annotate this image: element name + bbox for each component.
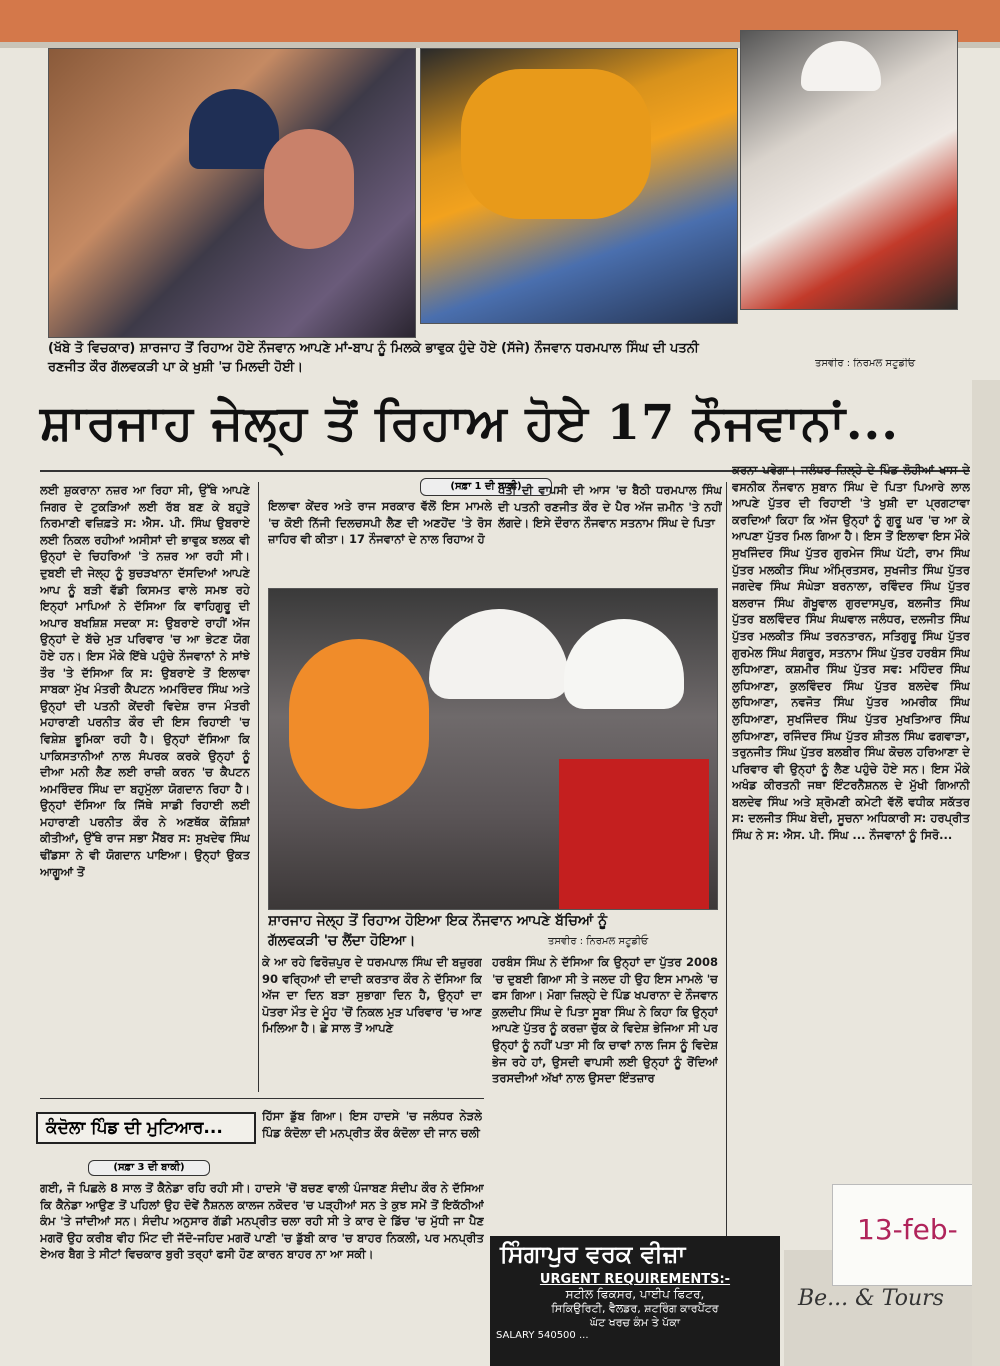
top-photo-left [48, 48, 416, 338]
photo-child-white-cap [564, 619, 684, 709]
photo-figure-turban [189, 89, 279, 169]
top-caption-line1: (ਖੱਬੇ ਤੋ ਵਿਚਕਾਰ) ਸ਼ਾਰਜਾਹ ਤੋਂ ਰਿਹਾਅ ਹੋਏ ਨੌਜਵਾਨ ਆਪਣੇ ਮਾਂ-ਬਾਪ ਨੂੰ ਮਿਲਕੇ ਭਾਵੁਕ ਹੁੰਦੇ ਹੋਏ (ਸੱਜੇ) ਨੌਜਵਾਨ ਧਰਮਪਾਲ ਸਿੰਘ ਦੀ ਪਤਨੀ [48, 341, 699, 356]
continued-tag: (ਸਫ਼ਾ 1 ਦੀ ਬਾਕੀ) [420, 478, 552, 496]
article-column-1 [40, 482, 250, 1112]
article-column-3-top [498, 482, 722, 584]
column-3-top-text: ਪਤੀ ਦੀ ਵਾਪਸੀ ਦੀ ਆਸ 'ਚ ਬੈਠੀ ਧਰਮਪਾਲ ਸਿੰਘ ਦੀ ਪਤਨੀ ਰਣਜੀਤ ਕੌਰ ਦੇ ਪੈਰ ਅੱਜ ਜ਼ਮੀਨ 'ਤੇ ਨਹੀਂ ਲੱਗਦੇ। ਇਸੇ ਦੌਰਾਨ ਨੌਜਵਾਨ ਸਤਨਾਮ ਸਿੰਘ ਦੇ ਪਿਤਾ [498, 483, 722, 531]
column-3-bottom-text: ਹਰਬੰਸ ਸਿੰਘ ਨੇ ਦੱਸਿਆ ਕਿ ਉਨ੍ਹਾਂ ਦਾ ਪੁੱਤਰ 2008 'ਚ ਦੁਬਈ ਗਿਆ ਸੀ ਤੇ ਜਲਦ ਹੀ ਉਹ ਇਸ ਮਾਮਲੇ 'ਚ ਫਸ ਗਿਆ। ਮੋਗਾ ਜ਼ਿਲ੍ਹੇ ਦੇ ਪਿੰਡ ਖਪਰਾਨਾ ਦੇ ਨੌਜਵਾਨ ਕੁਲਦੀਪ ਸਿੰਘ ਦੇ ਪਿਤਾ ਸੂਬਾ ਸਿੰਘ ਨੇ ਕਿਹਾ ਕਿ ਉਨ੍ਹਾਂ ਆਪਣੇ ਪੁੱਤਰ ਨੂੰ ਕਰਜ਼ਾ ਚੁੱਕ ਕੇ ਵਿਦੇਸ਼ ਭੇਜਿਆ ਸੀ ਪਰ ਉਨ੍ਹਾਂ ਨੂੰ ਨਹੀਂ ਪਤਾ ਸੀ ਕਿ ਚਾਵਾਂ ਨਾਲ ਜਿਸ ਨੂੰ ਵਿਦੇਸ਼ ਭੇਜ ਰਹੇ ਹਾਂ, ਉਸਦੀ ਵਾਪਸੀ ਲਈ ਉਨ੍ਹਾਂ ਨੂੰ ਰੋਂਦਿਆਂ ਤਰਸਦੀਆਂ ਅੱਖਾਂ ਨਾਲ ਉਸਦਾ ਇੰਤਜ਼ਾਰ [492, 955, 718, 1086]
side-story-headline: ਕੰਦੋਲਾ ਪਿੰਡ ਦੀ ਮੁਟਿਆਰ... [36, 1112, 256, 1144]
side-story-top-rule [40, 1098, 484, 1099]
side-story-body-text: ਗਈ, ਜੋ ਪਿਛਲੇ 8 ਸਾਲ ਤੋਂ ਕੈਨੇਡਾ ਰਹਿ ਰਹੀ ਸੀ। ਹਾਦਸੇ 'ਚੋਂ ਬਚਣ ਵਾਲੀ ਪੰਜਾਬਣ ਸੰਦੀਪ ਕੌਰ ਨੇ ਦੱਸਿਆ ਕਿ ਕੈਨੇਡਾ ਆਉਣ ਤੋਂ ਪਹਿਲਾਂ ਉਹ ਦੋਵੇਂ ਨੈਸ਼ਨਲ ਕਾਲਜ ਨਕੋਦਰ 'ਚ ਪੜ੍ਹੀਆਂ ਸਨ ਤੇ ਕੁਝ ਸਮੇਂ ਤੋਂ ਇਕੱਠੀਆਂ ਕੰਮ 'ਤੇ ਜਾਂਦੀਆਂ ਸਨ। ਸੰਦੀਪ ਅਨੁਸਾਰ ਗੱਡੀ ਮਨਪ੍ਰੀਤ ਚਲਾ ਰਹੀ ਸੀ ਤੇ ਕਾਰ ਦੇ ਡਿੱਚ 'ਚ ਮੁੱਧੀ ਜਾ ਪੈਣ ਮਗਰੋਂ ਉਹ ਕਰੀਬ ਵੀਹ ਮਿੰਟ ਦੀ ਜੱਦੋ-ਜਹਿਦ ਮਗਰੋਂ ਪਾਣੀ 'ਚ ਡੁੱਬੀ ਕਾਰ 'ਚ ਬਾਹਰ ਨਿਕਲੀ, ਪਰ ਮਨਪ੍ਰੀਤ ਏਅਰ ਬੈਗ ਤੇ ਸੀਟਾਂ ਵਿਚਕਾਰ ਬੁਰੀ ਤਰ੍ਹਾਂ ਫਸੀ ਹੋਣ ਕਾਰਨ ਬਾਹਰ ਨਾ ਆ ਸਕੀ। [40, 1181, 484, 1262]
ad-line-3: ਘੱਟ ਖਰਚ ਕੰਮ ਤੇ ਪੱਕਾ [590, 1316, 680, 1329]
center-photo [268, 588, 718, 910]
column-2-top-text: ਇਲਾਵਾ ਕੇਂਦਰ ਅਤੇ ਰਾਜ ਸਰਕਾਰ ਵੱਲੋਂ ਇਸ ਮਾਮਲੇ 'ਚ ਕੋਈ ਨਿੱਜੀ ਦਿਲਚਸਪੀ ਲੈਣ ਦੀ ਅਣਹੋਂਦ 'ਤੇ ਰੋਸ ਜ਼ਾਹਿਰ ਵੀ ਕੀਤਾ। 17 ਨੌਜਵਾਨਾਂ ਦੇ ਨਾਲ ਰਿਹਾਅ ਹੋ [268, 499, 492, 547]
center-caption-line2: ਗੱਲਵਕੜੀ 'ਚ ਲੈਂਦਾ ਹੋਇਆ। [268, 933, 416, 949]
singapore-visa-ad [490, 1236, 780, 1366]
center-photo-credit: ਤਸਵੀਰ : ਨਿਰਮਲ ਸਟੂਡੀਓ [548, 936, 649, 947]
photo-man-white-turban [429, 609, 569, 699]
center-caption-line1: ਸ਼ਾਰਜਾਹ ਜੇਲ੍ਹ ਤੋਂ ਰਿਹਾਅ ਹੋਇਆ ਇਕ ਨੌਜਵਾਨ ਆਪਣੇ ਬੱਚਿਆਂ ਨੂੰ [268, 913, 608, 929]
ad-title: ਸਿੰਗਾਪੁਰ ਵਰਕ ਵੀਜ਼ਾ [500, 1240, 686, 1268]
top-photo-center [420, 48, 738, 324]
photo-figure-white-turban [801, 41, 881, 91]
column-4-text: ਕਰਨਾ ਪਵੇਗਾ। ਜਲੰਧਰ ਜ਼ਿਲ੍ਹੇ ਦੇ ਪਿੰਡ ਲੋਹੀਆਂ ਖਾਸ ਦੇ ਵਸਨੀਕ ਨੌਜਵਾਨ ਸੁਬਾਨ ਸਿੰਘ ਦੇ ਪਿਤਾ ਪਿਆਰੇ ਲਾਲ ਆਪਣੇ ਪੁੱਤਰ ਦੀ ਰਿਹਾਈ 'ਤੇ ਖੁਸ਼ੀ ਦਾ ਪ੍ਰਗਟਾਵਾ ਕਰਦਿਆਂ ਕਿਹਾ ਕਿ ਅੱਜ ਉਨ੍ਹਾਂ ਨੂੰ ਗੁਰੂ ਘਰ 'ਚ ਆ ਕੇ ਆਪਣਾ ਪੁੱਤਰ ਮਿਲ ਗਿਆ ਹੈ। ਇਸ ਤੋਂ ਇਲਾਵਾ ਇਸ ਮੌਕੇ ਸੁਖਜਿੰਦਰ ਸਿੰਘ ਪੁੱਤਰ ਗੁਰਮੇਜ ਸਿੰਘ ਪੱਟੀ, ਰਾਮ ਸਿੰਘ ਪੁੱਤਰ ਮਲਕੀਤ ਸਿੰਘ ਅੰਮ੍ਰਿਤਸਰ, ਸੁਖਜੀਤ ਸਿੰਘ ਪੁੱਤਰ ਜਗਦੇਵ ਸਿੰਘ ਸੰਘੇੜਾ ਬਰਨਾਲਾ, ਰਵਿੰਦਰ ਸਿੰਘ ਪੁੱਤਰ ਬਲਰਾਜ ਸਿੰਘ ਗੋਖੂਵਾਲ ਗੁਰਦਾਸਪੁਰ, ਬਲਜੀਤ ਸਿੰਘ ਪੁੱਤਰ ਬਲਵਿੰਦਰ ਸਿੰਘ ਸੰਘਵਾਲ ਜਲੰਧਰ, ਦਲਜੀਤ ਸਿੰਘ ਪੁੱਤਰ ਮਲਕੀਤ ਸਿੰਘ ਤਰਨਤਾਰਨ, ਸਤਿਗੁਰੂ ਸਿੰਘ ਪੁੱਤਰ ਗੁਰਮੇਲ ਸਿੰਘ ਸੰਗਰੂਰ, ਸਤਨਾਮ ਸਿੰਘ ਪੁੱਤਰ ਹਰਬੰਸ ਸਿੰਘ ਲੁਧਿਆਣਾ, ਕਸ਼ਮੀਰ ਸਿੰਘ ਪੁੱਤਰ ਸਵ: ਮਹਿੰਦਰ ਸਿੰਘ ਲੁਧਿਆਣਾ, ਕੁਲਵਿੰਦਰ ਸਿੰਘ ਪੁੱਤਰ ਬਲਦੇਵ ਸਿੰਘ ਲੁਧਿਆਣਾ, ਨਵਜੋਤ ਸਿੰਘ ਪੁੱਤਰ ਅਮਰੀਕ ਸਿੰਘ ਲੁਧਿਆਣਾ, ਸੁਖਜਿੰਦਰ ਸਿੰਘ ਪੁੱਤਰ ਮੁਖਤਿਆਰ ਸਿੰਘ ਲੁਧਿਆਣਾ, ਰਜਿੰਦਰ ਸਿੰਘ ਪੁੱਤਰ ਸ਼ੀਤਲ ਸਿੰਘ ਫਗਵਾੜਾ, ਤਰੁਨਜੀਤ ਸਿੰਘ ਪੁੱਤਰ ਬਲਬੀਰ ਸਿੰਘ ਕੋਚਲ ਹਰਿਆਣਾ ਦੇ ਪਰਿਵਾਰ ਵੀ ਉਨ੍ਹਾਂ ਨੂੰ ਲੈਣ ਪਹੁੰਚੇ ਹੋਏ ਸਨ। ਇਸ ਮੌਕੇ ਅਖੰਡ ਕੀਰਤਨੀ ਜਥਾ ਇੰਟਰਨੈਸ਼ਨਲ ਦੇ ਮੁੱਖੀ ਗਿਆਨੀ ਬਲਦੇਵ ਸਿੰਘ ਅਤੇ ਸ਼੍ਰੋਮਣੀ ਕਮੇਟੀ ਵੱਲੋਂ ਵਧੀਕ ਸਕੱਤਰ ਸ: ਦਲਜੀਤ ਸਿੰਘ ਬੇਦੀ, ਸੂਚਨਾ ਅਧਿਕਾਰੀ ਸ: ਹਰਪ੍ਰੀਤ ਸਿੰਘ ਨੇ ਸ: ਐਸ. ਪੀ. ਸਿੰਘ ... ਨੌਜਵਾਨਾਂ ਨੂੰ ਸਿਰੋ... [732, 463, 970, 843]
travel-ad-brand: Be... & Tours [798, 1286, 944, 1311]
top-photo-right [740, 30, 958, 310]
ad-line-1: ਸਟੀਲ ਫਿਕਸਰ, ਪਾਈਪ ਫਿਟਰ, [565, 1287, 705, 1301]
side-story-right-text: ਹਿੱਸਾ ਡੁੱਬ ਗਿਆ। ਇਸ ਹਾਦਸੇ 'ਚ ਜਲੰਧਰ ਨੇੜਲੇ ਪਿੰਡ ਕੰਦੋਲਾ ਦੀ ਮਨਪ੍ਰੀਤ ਕੌਰ ਕੰਦੋਲਾ ਦੀ ਜਾਨ ਚਲੀ [262, 1109, 482, 1140]
main-headline: ਸ਼ਾਰਜਾਹ ਜੇਲ੍ਹ ਤੋਂ ਰਿਹਾਅ ਹੋਏ 17 ਨੌਜਵਾਨਾਂ... [40, 395, 899, 451]
article-column-2-top [268, 498, 492, 584]
ad-line-2: ਸਿਕਿਉਰਿਟੀ, ਵੈਲਡਰ, ਸ਼ਟਰਿੰਗ ਕਾਰਪੈਂਟਰ [551, 1302, 719, 1315]
column-divider-3 [726, 482, 727, 1252]
side-story-body [40, 1180, 484, 1310]
article-column-4 [732, 462, 970, 1232]
note-text: 13-feb- [857, 1213, 958, 1246]
side-story-right-column [262, 1108, 482, 1178]
ad-subtitle: URGENT REQUIREMENTS:- [539, 1272, 731, 1287]
photo-figure-face [264, 129, 354, 249]
column-divider-1 [258, 482, 259, 1092]
top-caption-line2: ਰਣਜੀਤ ਕੌਰ ਗੱਲਵਕੜੀ ਪਾ ਕੇ ਖੁਸ਼ੀ 'ਚ ਮਿਲਦੀ ਹੋਈ। [48, 360, 303, 375]
column-2-bottom-text: ਕੇ ਆ ਰਹੇ ਫਿਰੋਜ਼ਪੁਰ ਦੇ ਧਰਮਪਾਲ ਸਿੰਘ ਦੀ ਬਜ਼ੁਰਗ 90 ਵਰ੍ਹਿਆਂ ਦੀ ਦਾਦੀ ਕਰਤਾਰ ਕੌਰ ਨੇ ਦੱਸਿਆ ਕਿ ਅੱਜ ਦਾ ਦਿਨ ਬੜਾ ਸੁਭਾਗਾ ਦਿਨ ਹੈ, ਉਨ੍ਹਾਂ ਦਾ ਪੋਤਰਾ ਮੌਤ ਦੇ ਮੂੰਹ 'ਚੋਂ ਨਿਕਲ ਮੁੜ ਪਰਿਵਾਰ 'ਚ ਆਣ ਮਿਲਿਆ ਹੈ। ਛੇ ਸਾਲ ਤੋਂ ਆਪਣੇ [262, 955, 482, 1036]
column-1-text: ਲਈ ਸ਼ੁਕਰਾਨਾ ਨਜ਼ਰ ਆ ਰਿਹਾ ਸੀ, ਉੱਥੇ ਆਪਣੇ ਜਿਗਰ ਦੇ ਟੁਕੜਿਆਂ ਲਈ ਰੱਬ ਬਣ ਕੇ ਬਹੁੜੇ ਨਿਰਮਾਣੀ ਵਜ਼ਿਫ਼ਤੇ ਸ: ਐਸ. ਪੀ. ਸਿੰਘ ਉਬਰਾਏ ਲਈ ਨਿਕਲ ਰਹੀਆਂ ਅਸੀਸਾਂ ਦੀ ਭਾਵੁਕ ਝਲਕ ਵੀ ਉਨ੍ਹਾਂ ਦੇ ਚਿਹਰਿਆਂ 'ਤੇ ਨਜ਼ਰ ਆ ਰਹੀ ਸੀ। ਦੁਬਈ ਦੀ ਜੇਲ੍ਹ ਨੂੰ ਬੁਚੜਖਾਨਾ ਦੱਸਦਿਆਂ ਆਪਣੇ ਆਪ ਨੂੰ ਬੜੀ ਵੱਡੀ ਕਿਸਮਤ ਵਾਲੇ ਸਮਝ ਰਹੇ ਇਨ੍ਹਾਂ ਮਾਪਿਆਂ ਨੇ ਦੱਸਿਆ ਕਿ ਵਾਹਿਗੁਰੂ ਦੀ ਅਪਾਰ ਬਖਸ਼ਿਸ਼ ਸਦਕਾ ਸ: ਉਬਰਾਏ ਰਾਹੀਂ ਅੱਜ ਉਨ੍ਹਾਂ ਦੇ ਬੱਚੇ ਮੁੜ ਪਰਿਵਾਰ 'ਚ ਆ ਭੇਟਣ ਯੋਗ ਹੋਏ ਹਨ। ਇਸ ਮੌਕੇ ਇੱਥੇ ਪਹੁੰਚੇ ਨੌਜਵਾਨਾਂ ਨੇ ਸਾਂਝੇ ਤੌਰ 'ਤੇ ਦੱਸਿਆ ਕਿ ਸ: ਉਬਰਾਏ ਤੋਂ ਇਲਾਵਾ ਸਾਬਕਾ ਮੁੱਖ ਮੰਤਰੀ ਕੈਪਟਨ ਅਮਰਿੰਦਰ ਸਿੰਘ ਅਤੇ ਉਨ੍ਹਾਂ ਦੀ ਪਤਨੀ ਕੇਂਦਰੀ ਵਿਦੇਸ਼ ਰਾਜ ਮੰਤਰੀ ਮਹਾਰਾਣੀ ਪਰਨੀਤ ਕੌਰ ਦੀ ਇਸ ਰਿਹਾਈ 'ਚ ਵਿਸ਼ੇਸ਼ ਭੂਮਿਕਾ ਰਹੀ ਹੈ। ਉਨ੍ਹਾਂ ਦੱਸਿਆ ਕਿ ਪਾਕਿਸਤਾਨੀਆਂ ਨਾਲ ਸੰਪਰਕ ਕਰਕੇ ਉਨ੍ਹਾਂ ਨੂੰ ਦੀਆ ਮਨੀ ਲੈਣ ਲਈ ਰਾਜ਼ੀ ਕਰਨ 'ਚ ਕੈਪਟਨ ਅਮਰਿੰਦਰ ਸਿੰਘ ਦਾ ਬਹੁਮੁੱਲਾ ਯੋਗਦਾਨ ਰਿਹਾ ਹੈ। ਉਨ੍ਹਾਂ ਦੱਸਿਆ ਕਿ ਜਿੱਥੇ ਸਾਡੀ ਰਿਹਾਈ ਲਈ ਮਹਾਰਾਣੀ ਪਰਨੀਤ ਕੌਰ ਨੇ ਅਣਥੱਕ ਕੋਸ਼ਿਸ਼ਾਂ ਕੀਤੀਆਂ, ਉੱਥੇ ਰਾਜ ਸਭਾ ਮੈਂਬਰ ਸ: ਸੁਖਦੇਵ ਸਿੰਘ ਢੀਂਡਸਾ ਨੇ ਵੀ ਯੋਗਦਾਨ ਪਾਇਆ। ਉਨ੍ਹਾਂ ਉਕਤ ਆਗੂਆਂ ਤੋਂ [40, 483, 250, 879]
page-fold-edge [972, 380, 1000, 1366]
photo-child-red-jacket [559, 759, 709, 909]
photo-boy-orange-cap [289, 639, 429, 809]
photo-figure-yellow-turban [461, 69, 651, 219]
ad-line-4: SALARY 540500 ... [496, 1330, 589, 1341]
side-story-tag: (ਸਫ਼ਾ 3 ਦੀ ਬਾਕੀ) [88, 1160, 210, 1176]
article-column-2-bottom [262, 954, 482, 1090]
top-photo-credit: ਤਸਵੀਰ : ਨਿਰਮਲ ਸਟੂਡੀਓ [815, 358, 916, 369]
article-column-3-bottom [492, 954, 718, 1234]
